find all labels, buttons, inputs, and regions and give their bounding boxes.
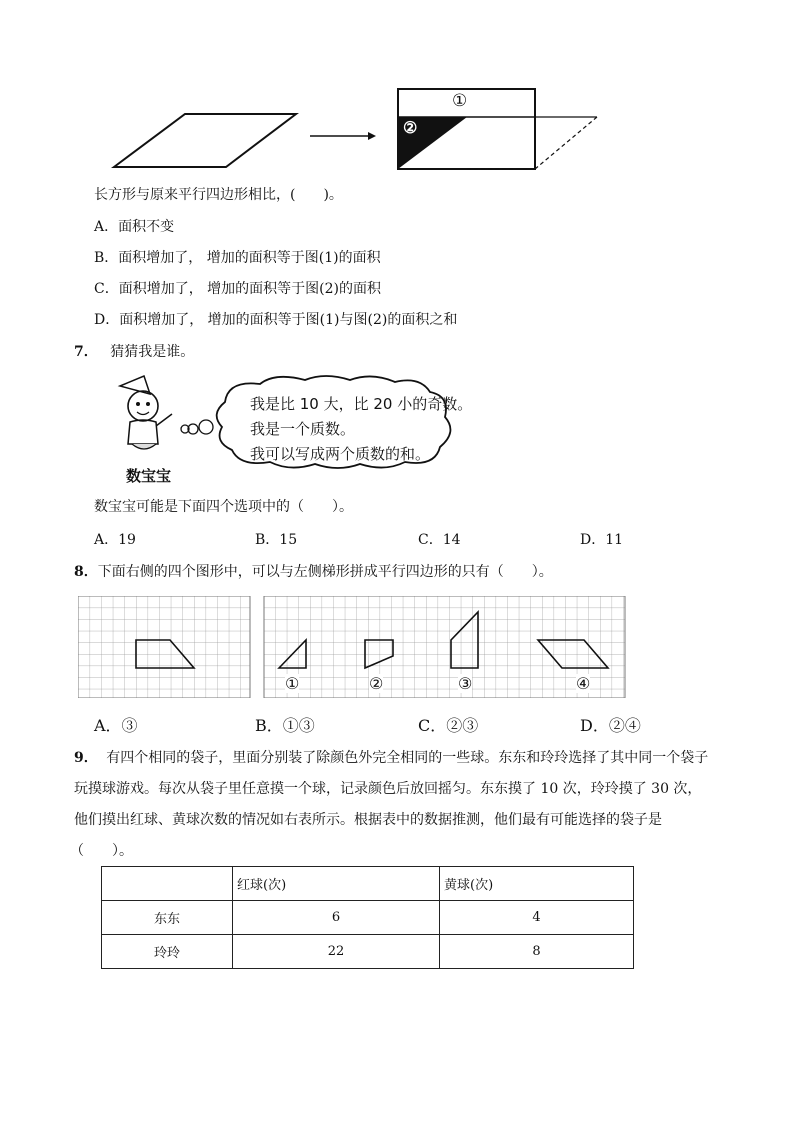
q8-stem: 下面右侧的四个图形中，可以与左侧梯形拼成平行四边形的只有（ ）。: [97, 564, 553, 580]
table-row: [102, 901, 634, 935]
q9-line-2: 玩摸球游戏。每次从袋子里任意摸一个球，记录颜色后放回摇匀。东东摸了 10 次，玲玲摸了 30 次，: [74, 781, 702, 797]
q8-shape-label-2: ②: [369, 674, 384, 693]
q8-shape-label-1: ①: [285, 674, 300, 693]
q8-number: 8．: [74, 564, 98, 580]
table-cell: 8: [440, 935, 634, 969]
table-cell: 22: [233, 935, 440, 969]
q6-stem: 长方形与原来平行四边形相比，( )。: [94, 187, 343, 203]
table-cell: 6: [233, 901, 440, 935]
table-row: [102, 935, 634, 969]
q7-option-b[interactable]: B．15: [255, 532, 298, 548]
q6-circle-label-1: ①: [452, 91, 468, 111]
q6-option-c[interactable]: C．面积增加了， 增加的面积等于图(2)的面积: [94, 281, 381, 297]
q6-option-b[interactable]: B．面积增加了， 增加的面积等于图(1)的面积: [94, 250, 381, 266]
q8-shape-label-3: ③: [458, 674, 473, 693]
q8-stem-row: [74, 563, 553, 581]
q8-grid-figure: [78, 596, 626, 698]
q8-option-a[interactable]: A．③: [94, 716, 138, 735]
q7-title: 猜猜我是谁。: [110, 344, 195, 360]
q8-option-b[interactable]: B．①③: [255, 716, 315, 735]
table-cell: 东东: [102, 901, 233, 935]
q8-shape-label-4: ④: [576, 674, 591, 693]
q9-line-3: 他们摸出红球、黄球次数的情况如右表所示。根据表中的数据推测，他们最有可能选择的袋子是: [74, 812, 662, 828]
q9-line-1-row: [74, 749, 708, 767]
q8-option-c[interactable]: C．②③: [418, 716, 479, 735]
q7-bubble-line-2: 我是一个质数。: [250, 420, 356, 438]
q7-bubble-line-3: 我可以写成两个质数的和。: [250, 445, 431, 463]
q6-parallelogram-figure: [100, 84, 610, 174]
q7-number: 7．: [74, 344, 98, 360]
q7-stem: 数宝宝可能是下面四个选项中的（ ）。: [94, 499, 353, 515]
q8-option-d[interactable]: D．②④: [580, 716, 641, 735]
q7-character-label: 数宝宝: [126, 467, 172, 485]
q9-line-4: （ ）。: [70, 843, 133, 859]
table-header-cell: [102, 867, 233, 901]
table-cell: 玲玲: [102, 935, 233, 969]
q6-circle-label-2: ②: [403, 118, 418, 137]
table-header-row: [102, 867, 634, 901]
q6-option-a[interactable]: A．面积不变: [94, 219, 175, 235]
q9-number: 9．: [74, 750, 98, 766]
table-header-cell: 红球(次): [233, 867, 440, 901]
q7-option-c[interactable]: C．14: [418, 532, 461, 548]
table-header-cell: 黄球(次): [440, 867, 634, 901]
q6-option-d[interactable]: D．面积增加了， 增加的面积等于图(1)与图(2)的面积之和: [94, 312, 458, 328]
q7-option-d[interactable]: D．11: [580, 532, 624, 548]
q7-title-row: [74, 343, 194, 361]
table-cell: 4: [440, 901, 634, 935]
q7-option-a[interactable]: A．19: [94, 532, 136, 548]
q9-data-table: [101, 866, 634, 969]
q9-line-1: 有四个相同的袋子，里面分别装了除颜色外完全相同的一些球。东东和玲玲选择了其中同一个袋子: [106, 750, 709, 766]
q7-bubble-line-1: 我是比 10 大，比 20 小的奇数。: [250, 395, 473, 413]
